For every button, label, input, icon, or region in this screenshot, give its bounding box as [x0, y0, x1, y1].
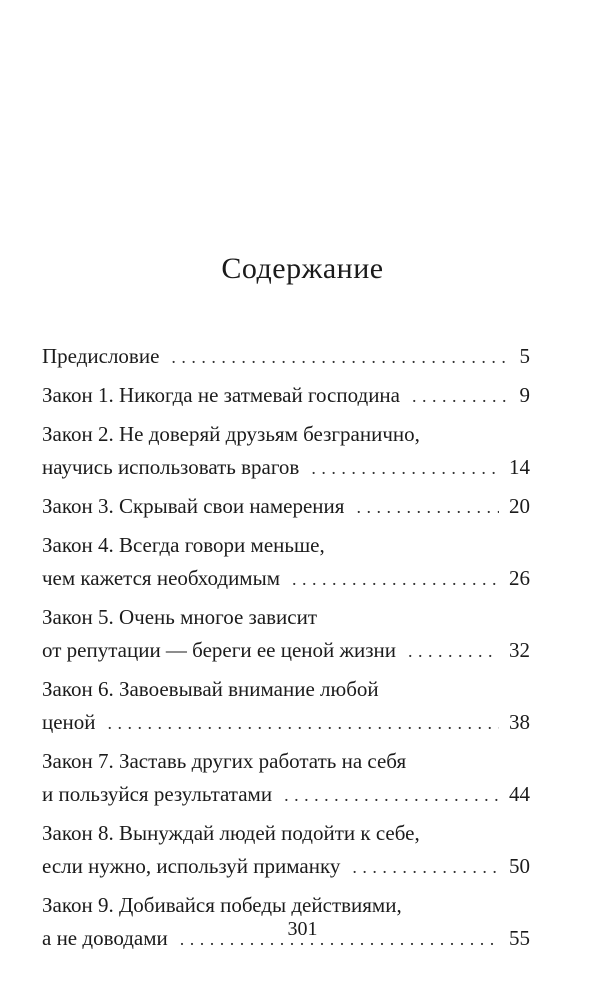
- toc-entry-text: Закон 1. Никогда не затмевай господина: [42, 383, 400, 407]
- toc-page-number: 50: [509, 854, 530, 878]
- toc-entry-line: [42, 850, 530, 883]
- toc-entry-line: [42, 634, 530, 667]
- toc-entry: [42, 745, 530, 811]
- toc-page-number: 5: [519, 344, 530, 368]
- toc-entry-text: Закон 8. Вынуждай людей подойти к себе,: [42, 821, 420, 845]
- toc-entry-line: [42, 490, 530, 523]
- toc-entry-text: Закон 4. Всегда говори меньше,: [42, 533, 325, 557]
- toc-entry-text: чем кажется необходимым: [42, 566, 280, 590]
- toc-entry-line: [42, 706, 530, 739]
- toc-entry-text: Закон 2. Не доверяй друзьям безгранично,: [42, 422, 420, 446]
- toc-entry: [42, 529, 530, 595]
- toc-entry: [42, 673, 530, 739]
- dot-leader: [408, 635, 499, 668]
- toc-entry-text: Закон 6. Завоевывай внимание любой: [42, 677, 379, 701]
- page-number: 301: [287, 918, 318, 940]
- toc-entry-line: [42, 418, 530, 451]
- toc-entry-line: [42, 340, 530, 373]
- toc-entry-text: Закон 7. Заставь других работать на себя: [42, 749, 407, 773]
- dot-leader: [171, 341, 509, 374]
- toc-entry-line: [42, 778, 530, 811]
- toc-entry-text: Закон 9. Добивайся победы действиями,: [42, 893, 402, 917]
- dot-leader: [352, 851, 499, 884]
- toc-entry-text: а не доводами: [42, 926, 168, 950]
- toc-entry-line: [42, 601, 530, 634]
- toc-entry-line: [42, 451, 530, 484]
- toc-entry-text: ценой: [42, 710, 96, 734]
- toc-entry-line: [42, 379, 530, 412]
- toc-page-number: 26: [509, 566, 530, 590]
- toc-entry: [42, 490, 530, 523]
- toc-entry-text: научись использовать врагов: [42, 455, 300, 479]
- toc-page-number: 44: [509, 782, 530, 806]
- toc-entry-line: [42, 745, 530, 778]
- toc-entry-text: и пользуйся результатами: [42, 782, 273, 806]
- toc-entry: [42, 418, 530, 484]
- toc-page-number: 9: [519, 383, 530, 407]
- toc-page-number: 14: [509, 455, 530, 479]
- toc-entry-text: Закон 3. Скрывай свои намерения: [42, 494, 345, 518]
- dot-leader: [311, 452, 499, 485]
- dot-leader: [292, 563, 499, 596]
- toc-entry-line: [42, 529, 530, 562]
- toc-entry-text: Предисловие: [42, 344, 160, 368]
- toc-entry: [42, 340, 530, 373]
- toc-entry: [42, 601, 530, 667]
- toc-entry-line: [42, 562, 530, 595]
- dot-leader: [356, 491, 499, 524]
- table-of-contents: [42, 340, 530, 961]
- toc-page-number: 38: [509, 710, 530, 734]
- toc-entry-line: [42, 817, 530, 850]
- dot-leader: [412, 380, 510, 413]
- toc-page-number: 20: [509, 494, 530, 518]
- toc-entry-text: если нужно, используй приманку: [42, 854, 341, 878]
- toc-entry-text: от репутации — береги ее ценой жизни: [42, 638, 397, 662]
- dot-leader: [108, 707, 499, 740]
- dot-leader: [284, 779, 499, 812]
- toc-entry: [42, 817, 530, 883]
- toc-page-number: 55: [509, 926, 530, 950]
- toc-entry-text: Закон 5. Очень многое зависит: [42, 605, 318, 629]
- page-title: Содержание: [221, 252, 384, 285]
- toc-page-number: 32: [509, 638, 530, 662]
- toc-entry: [42, 379, 530, 412]
- toc-entry-line: [42, 673, 530, 706]
